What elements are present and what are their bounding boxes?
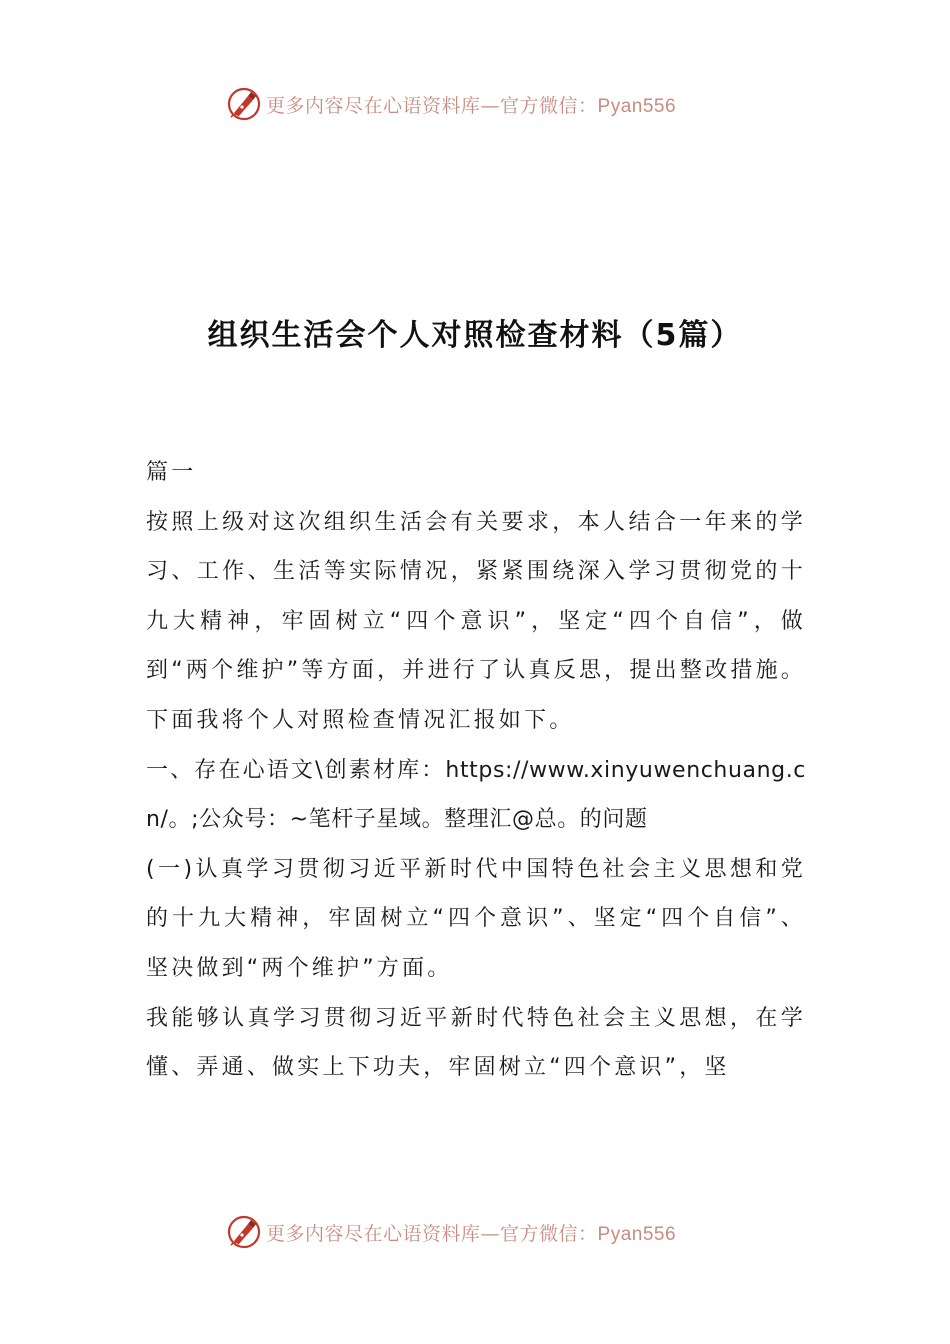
banner-text: 更多内容尽在心语资料库—官方微信：Pyan556 <box>266 94 677 117</box>
paragraph: (一)认真学习贯彻习近平新时代中国特色社会主义思想和党的十九大精神，牢固树立“四个意识”、坚定“四个自信”、坚决做到“两个维护”方面。 <box>146 856 806 981</box>
paragraph: 我能够认真学习贯彻习近平新时代特色社会主义思想，在学懂、弄通、做实上下功夫，牢固树立“四个意识”，坚 <box>146 1005 806 1081</box>
paragraph: 按照上级对这次组织生活会有关要求，本人结合一年来的学习、工作、生活等实际情况，紧紧围绕深入学习贯彻党的十九大精神，牢固树立“四个意识”，坚定“四个自信”，做到“两个维护”等方面，并进行了认真反思，提出整改措施。下面我将个人对照检查情况汇报如下。 <box>146 509 806 733</box>
footer-watermark-banner <box>226 1212 746 1252</box>
section-heading: 篇一 <box>146 460 197 485</box>
document-body <box>146 448 806 1093</box>
banner-text: 更多内容尽在心语资料库—官方微信：Pyan556 <box>266 1222 677 1245</box>
pen-nib-logo-icon <box>226 1214 262 1250</box>
document-title: 组织生活会个人对照检查材料（5篇） <box>207 318 743 353</box>
header-watermark-banner <box>226 84 746 124</box>
banner-wechat-id: Pyan556 <box>597 95 677 117</box>
pen-nib-logo-icon <box>226 86 262 122</box>
paragraph: 一、存在心语文\创素材库：https://www.xinyuwenchuang.cn/。;公众号：~笔杆子星域。整理汇@总。的问题 <box>146 757 806 833</box>
banner-wechat-id: Pyan556 <box>597 1223 677 1245</box>
